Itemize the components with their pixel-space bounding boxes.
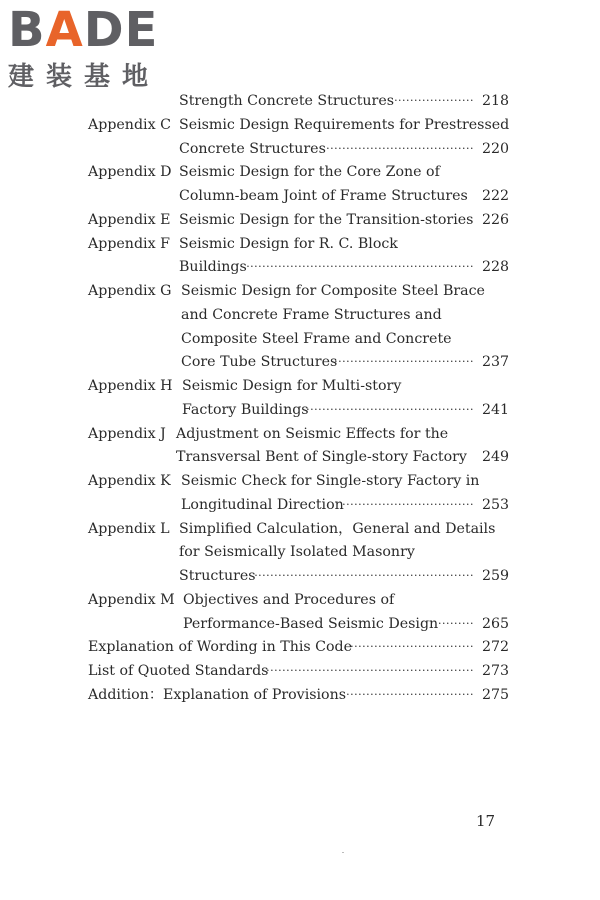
logo-subtitle: 建装基地: [8, 62, 161, 92]
dot-leader: ·······················································: [254, 569, 474, 582]
logo-letter-b: B: [8, 2, 46, 58]
dot-leader: ·································: [342, 497, 474, 511]
page-ref: 241: [482, 401, 510, 418]
page-ref: 222: [482, 188, 510, 204]
page-ref: 218: [482, 93, 510, 109]
logo: [8, 4, 178, 92]
entry-title: Seismic Check for Single-story Factory in: [181, 473, 480, 489]
entry-title: Composite Steel Frame and Concrete: [181, 330, 452, 347]
entry-title: Core Tube Structures: [181, 354, 338, 371]
dot-leader: ····················································: [266, 664, 474, 677]
appendix-label: Appendix G: [88, 283, 172, 299]
appendix-label: Appendix J: [88, 425, 166, 442]
dot-leader: ··········································: [306, 402, 474, 416]
toc-entry: [0, 684, 600, 706]
logo-letter-a: A: [45, 2, 84, 58]
dot-leader: ·······························: [350, 640, 474, 654]
entry-title: Explanation of Wording in This Code: [88, 639, 353, 656]
entry-title: Column-beam Joint of Frame Structures: [179, 188, 468, 204]
toc-entry: [0, 185, 600, 207]
page-ref: 275: [482, 686, 510, 703]
toc-entry: [0, 589, 600, 611]
entry-title: Transversal Bent of Single-story Factory: [176, 449, 467, 466]
appendix-label: Appendix L: [88, 520, 170, 537]
appendix-label: Appendix E: [88, 211, 171, 228]
page-ref: 259: [482, 568, 510, 584]
page-ref: 237: [482, 354, 510, 371]
toc-entry: [0, 541, 600, 563]
entry-title: Seismic Design for Multi-story: [182, 378, 402, 394]
dot-leader: ································: [346, 687, 474, 701]
toc-entry: [0, 209, 600, 231]
appendix-label: Appendix M: [88, 591, 175, 608]
entry-title: Seismic Design for Composite Steel Brace: [181, 283, 485, 299]
toc-entry: [0, 138, 600, 160]
entry-title: Objectives and Procedures of: [183, 591, 395, 608]
toc-entry: [0, 280, 600, 302]
entry-title: List of Quoted Standards: [88, 663, 269, 679]
toc-entry: [0, 90, 600, 112]
page-number: 17: [476, 812, 496, 830]
toc-entry: [0, 518, 600, 540]
toc-entry: [0, 613, 600, 635]
appendix-label: Appendix C: [88, 116, 171, 133]
logo-wordmark: [8, 4, 178, 56]
toc-entry: [0, 114, 600, 136]
page-ref: 226: [482, 211, 510, 228]
entry-title: Seismic Design Requirements for Prestressed: [179, 116, 510, 133]
toc-entry: [0, 375, 600, 397]
entry-title: Buildings: [179, 259, 247, 276]
toc-entry: [0, 446, 600, 468]
toc-entry: [0, 660, 600, 682]
dot-leader: ·························································: [246, 260, 474, 274]
page-ref: 272: [482, 639, 510, 656]
dot-leader: ····················: [394, 94, 474, 107]
toc-entry: [0, 423, 600, 445]
appendix-label: Appendix D: [88, 164, 172, 181]
dot-leader: ···································: [334, 355, 474, 369]
entry-title: Simplified Calculation，General and Details: [179, 520, 496, 537]
entry-title: Factory Buildings: [182, 401, 309, 418]
toc-entry: [0, 494, 600, 516]
page-ref: 265: [482, 615, 510, 632]
page-ref: 253: [482, 496, 510, 513]
appendix-label: Appendix H: [88, 378, 173, 394]
toc-entry: [0, 351, 600, 373]
entry-title: Adjustment on Seismic Effects for the: [176, 425, 449, 442]
toc-entry: [0, 161, 600, 183]
entry-title: Seismic Design for the Transition-stories: [179, 211, 474, 228]
toc-entry: [0, 328, 600, 350]
page-ref: 220: [482, 140, 510, 157]
appendix-label: Appendix K: [88, 473, 171, 489]
toc-entry: [0, 256, 600, 278]
entry-title: Seismic Design for R. C. Block: [179, 235, 398, 252]
scan-speck: [342, 852, 344, 853]
page-ref: 228: [482, 259, 510, 276]
toc-entry: [0, 636, 600, 658]
page-ref: 273: [482, 663, 510, 679]
entry-title: Concrete Structures: [179, 140, 326, 157]
entry-title: and Concrete Frame Structures and: [181, 306, 442, 323]
entry-title: for Seismically Isolated Masonry: [179, 544, 415, 561]
page-ref: 249: [482, 449, 510, 466]
toc-entry: [0, 233, 600, 255]
toc-entry: [0, 470, 600, 492]
entry-title: Strength Concrete Structures: [179, 93, 395, 109]
toc-entry: [0, 304, 600, 326]
dot-leader: ·········: [438, 616, 474, 630]
entry-title: Addition：Explanation of Provisions: [88, 686, 347, 703]
dot-leader: ·····································: [326, 141, 474, 155]
logo-letters-de: DE: [83, 2, 159, 58]
toc-entry: [0, 565, 600, 587]
toc-entry: [0, 399, 600, 421]
entry-title: Structures: [179, 568, 256, 584]
appendix-label: Appendix F: [88, 235, 170, 252]
entry-title: Seismic Design for the Core Zone of: [179, 164, 440, 181]
entry-title: Performance-Based Seismic Design: [183, 615, 439, 632]
entry-title: Longitudinal Direction: [181, 496, 344, 513]
